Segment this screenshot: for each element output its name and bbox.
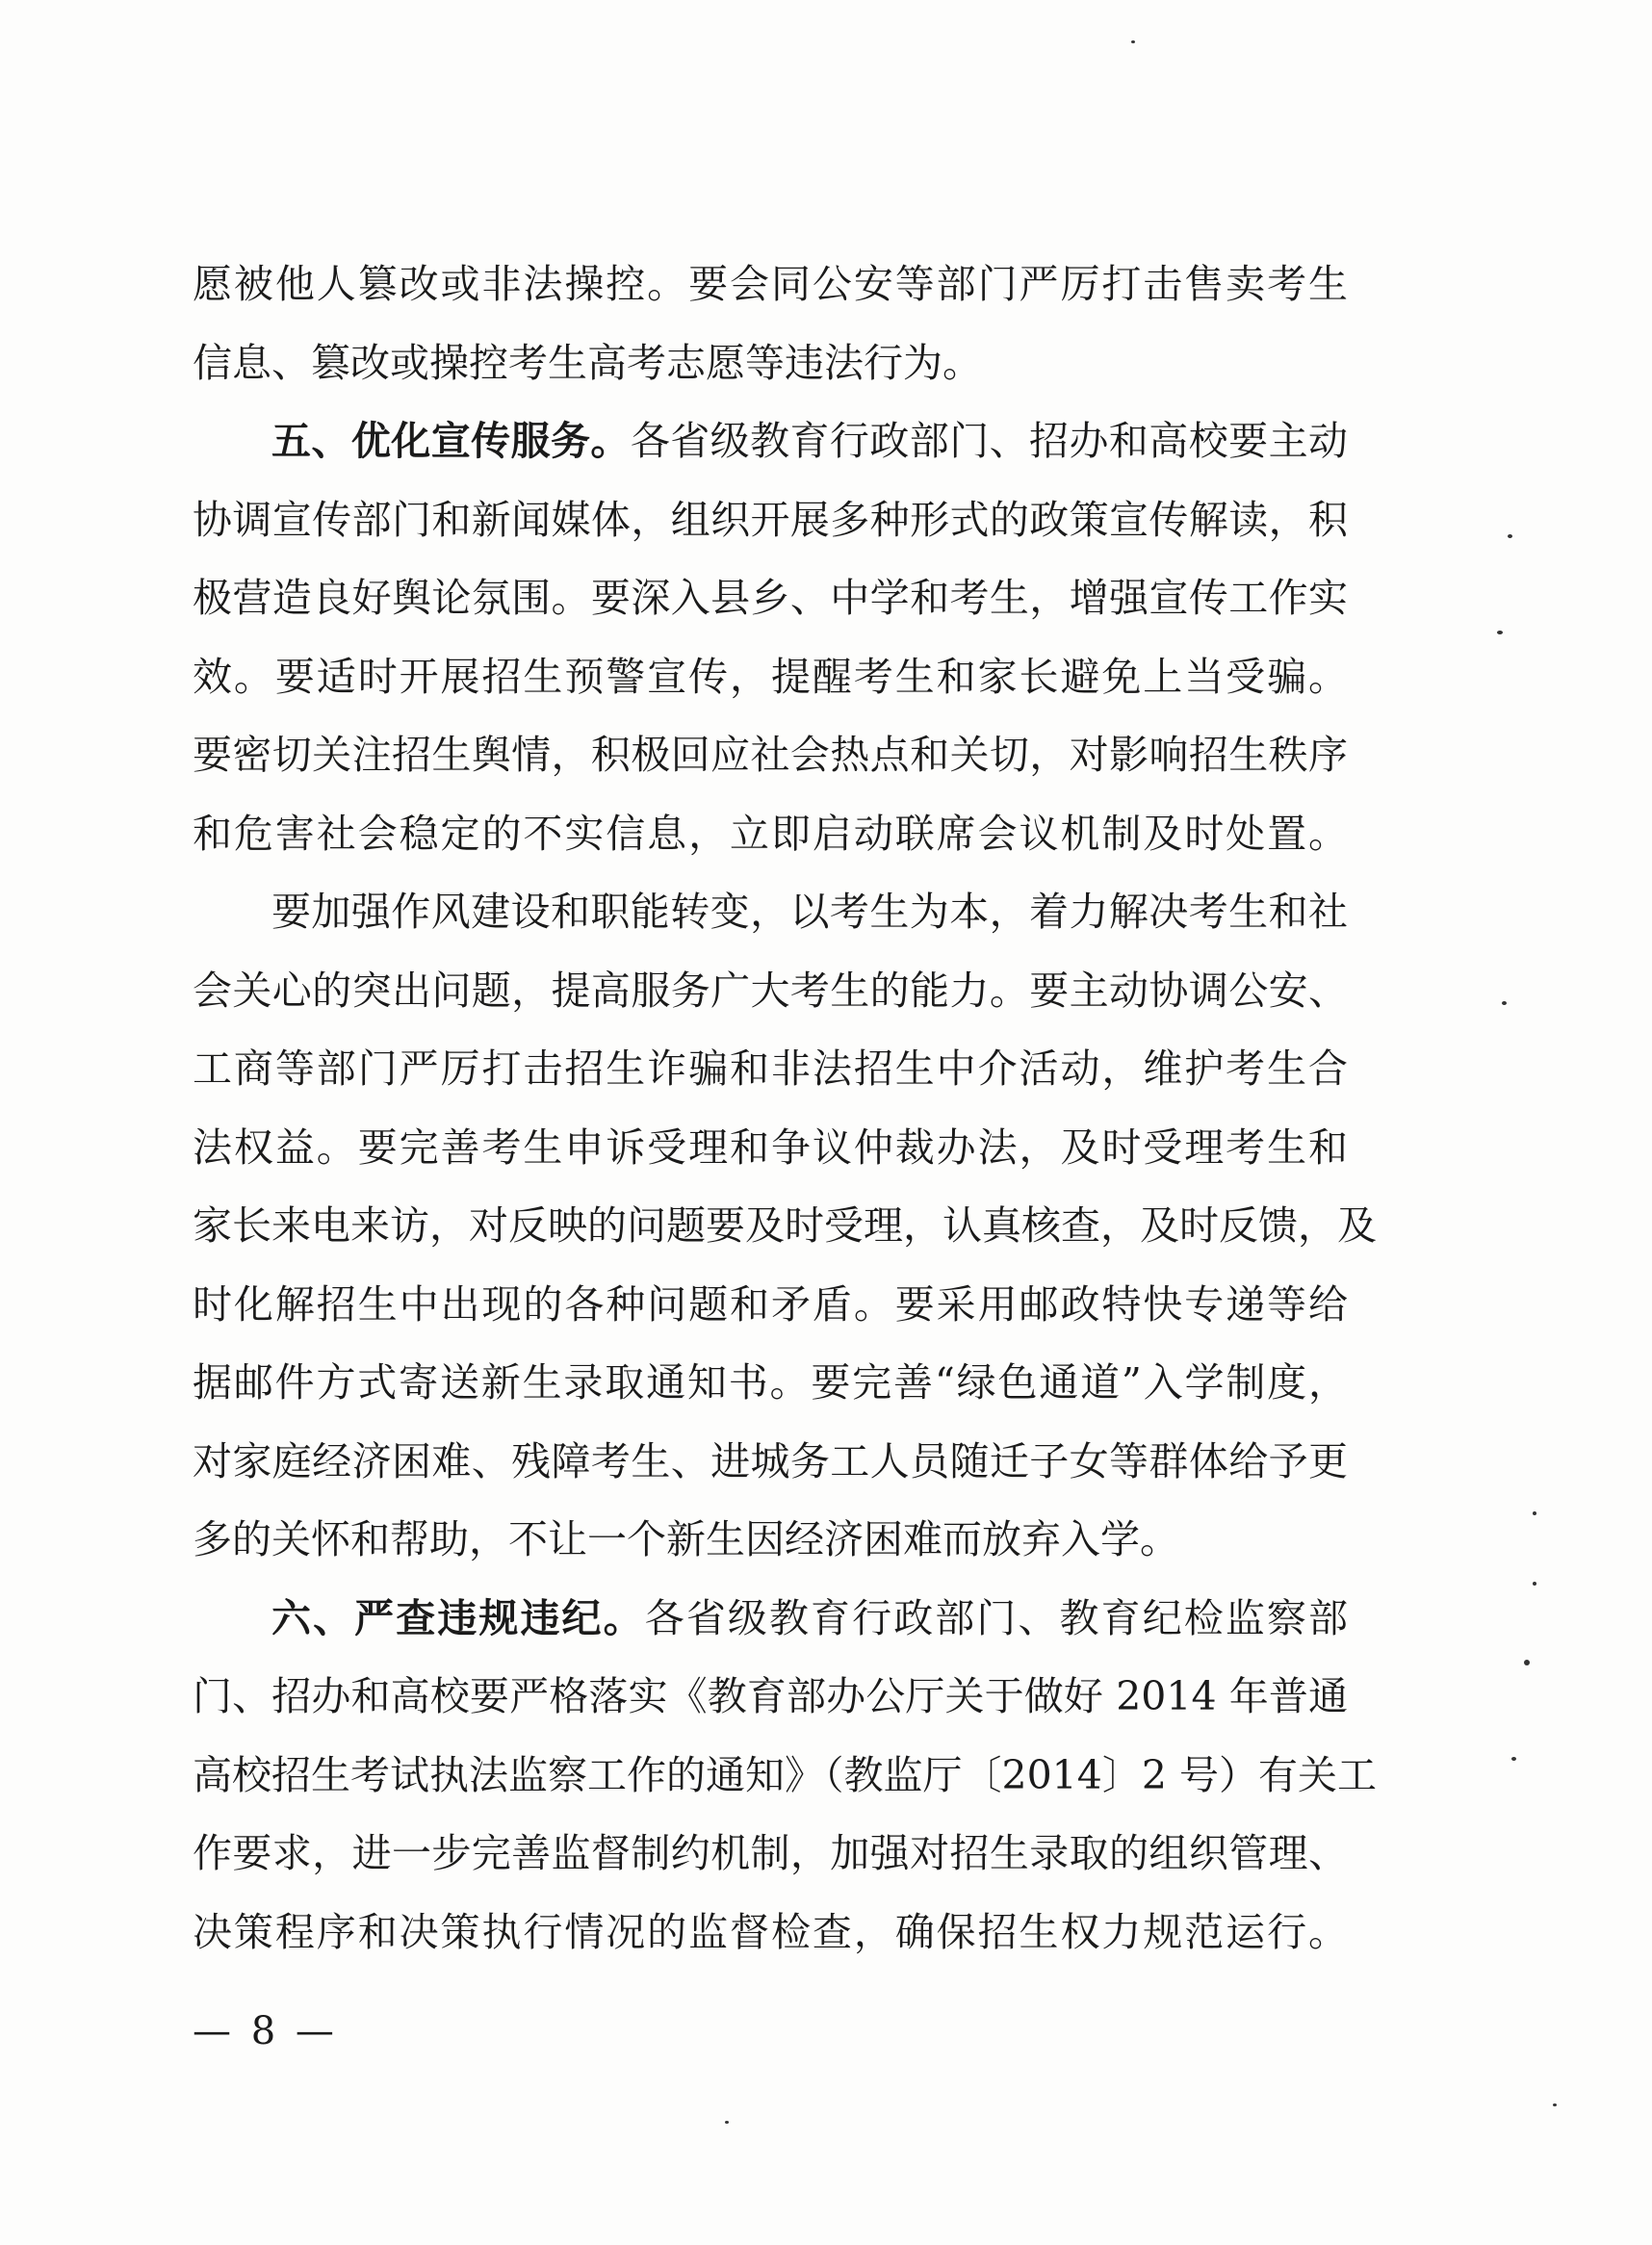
line-text: 门、招办和高校要严格落实《教育部办公厅关于做好 2014 年普通 bbox=[193, 1673, 1348, 1719]
text-line bbox=[193, 402, 1348, 481]
text-line bbox=[193, 559, 1348, 638]
text-line bbox=[193, 716, 1348, 795]
line-text: 各省级教育行政部门、教育纪检监察部 bbox=[644, 1594, 1349, 1641]
line-text: 要密切关注招生舆情，积极回应社会热点和关切，对影响招生秩序 bbox=[193, 732, 1348, 778]
line-text: 多的关怀和帮助，不让一个新生因经济困难而放弃入学。 bbox=[193, 1516, 1179, 1562]
text-line bbox=[193, 638, 1348, 717]
line-text: 对家庭经济困难、残障考生、进城务工人员随迁子女等群体给予更 bbox=[193, 1437, 1348, 1484]
scan-speck bbox=[1553, 2103, 1557, 2106]
scan-speck bbox=[1497, 631, 1503, 634]
text-line bbox=[193, 1580, 1348, 1659]
text-line bbox=[193, 1109, 1348, 1188]
text-line bbox=[193, 1894, 1348, 1973]
body-text bbox=[193, 245, 1377, 1972]
text-line bbox=[193, 1658, 1348, 1737]
text-line bbox=[193, 1187, 1377, 1266]
scan-speck bbox=[1131, 40, 1135, 43]
line-text: 效。要适时开展招生预警宣传，提醒考生和家长避免上当受骗。 bbox=[193, 653, 1348, 700]
text-line bbox=[193, 952, 1348, 1031]
line-text: 会关心的突出问题，提高服务广大考生的能力。要主动协调公安、 bbox=[193, 967, 1348, 1014]
line-text: 法权益。要完善考生申诉受理和争议仲裁办法，及时受理考生和 bbox=[193, 1123, 1348, 1171]
section-heading: 五、优化宣传服务。 bbox=[271, 418, 631, 464]
text-line bbox=[193, 1344, 1348, 1423]
scan-speck bbox=[1533, 1511, 1536, 1515]
line-text: 时化解招生中出现的各种问题和矛盾。要采用邮政特快专递等给 bbox=[193, 1280, 1348, 1328]
scan-speck bbox=[725, 2121, 729, 2124]
line-text: 极营造良好舆论氛围。要深入县乡、中学和考生，增强宣传工作实 bbox=[193, 575, 1348, 621]
text-line bbox=[193, 1423, 1348, 1502]
scan-speck bbox=[1502, 1001, 1507, 1005]
text-line bbox=[193, 1815, 1348, 1894]
text-line bbox=[193, 1501, 1348, 1580]
scan-speck bbox=[1524, 1660, 1530, 1665]
line-text: 决策程序和决策执行情况的监督检查，确保招生权力规范运行。 bbox=[193, 1908, 1348, 1955]
line-text: 家长来电来访，对反映的问题要及时受理，认真核查，及时反馈，及 bbox=[193, 1202, 1377, 1249]
text-line bbox=[193, 873, 1348, 952]
line-text: 协调宣传部门和新闻媒体，组织开展多种形式的政策宣传解读，积 bbox=[193, 496, 1348, 543]
line-text: 愿被他人篡改或非法操控。要会同公安等部门严厉打击售卖考生 bbox=[193, 261, 1348, 307]
page-number: — 8 — bbox=[193, 2009, 338, 2053]
line-text: 高校招生考试执法监察工作的通知》（教监厅〔2014〕2 号）有关工 bbox=[193, 1751, 1377, 1798]
text-line bbox=[193, 245, 1348, 324]
scan-speck bbox=[1508, 534, 1512, 538]
line-text: 据邮件方式寄送新生录取通知书。要完善“绿色通道”入学制度， bbox=[193, 1359, 1348, 1406]
line-text: 工商等部门严厉打击招生诈骗和非法招生中介活动，维护考生合 bbox=[193, 1045, 1348, 1092]
scan-speck bbox=[1533, 1582, 1536, 1586]
line-text: 信息、篡改或操控考生高考志愿等违法行为。 bbox=[193, 339, 982, 386]
scan-speck bbox=[1511, 1757, 1516, 1761]
text-line bbox=[193, 481, 1348, 560]
line-text: 作要求，进一步完善监督制约机制，加强对招生录取的组织管理、 bbox=[193, 1830, 1348, 1876]
section-heading: 六、严查违规违纪。 bbox=[271, 1594, 645, 1641]
text-line bbox=[193, 324, 1348, 403]
line-text: 各省级教育行政部门、招办和高校要主动 bbox=[630, 418, 1349, 464]
text-line bbox=[193, 1030, 1348, 1109]
text-line bbox=[193, 795, 1348, 874]
line-text: 要加强作风建设和职能转变，以考生为本，着力解决考生和社 bbox=[271, 889, 1348, 935]
text-line bbox=[193, 1266, 1348, 1345]
line-text: 和危害社会稳定的不实信息，立即启动联席会议机制及时处置。 bbox=[193, 810, 1348, 857]
text-line bbox=[193, 1737, 1377, 1816]
